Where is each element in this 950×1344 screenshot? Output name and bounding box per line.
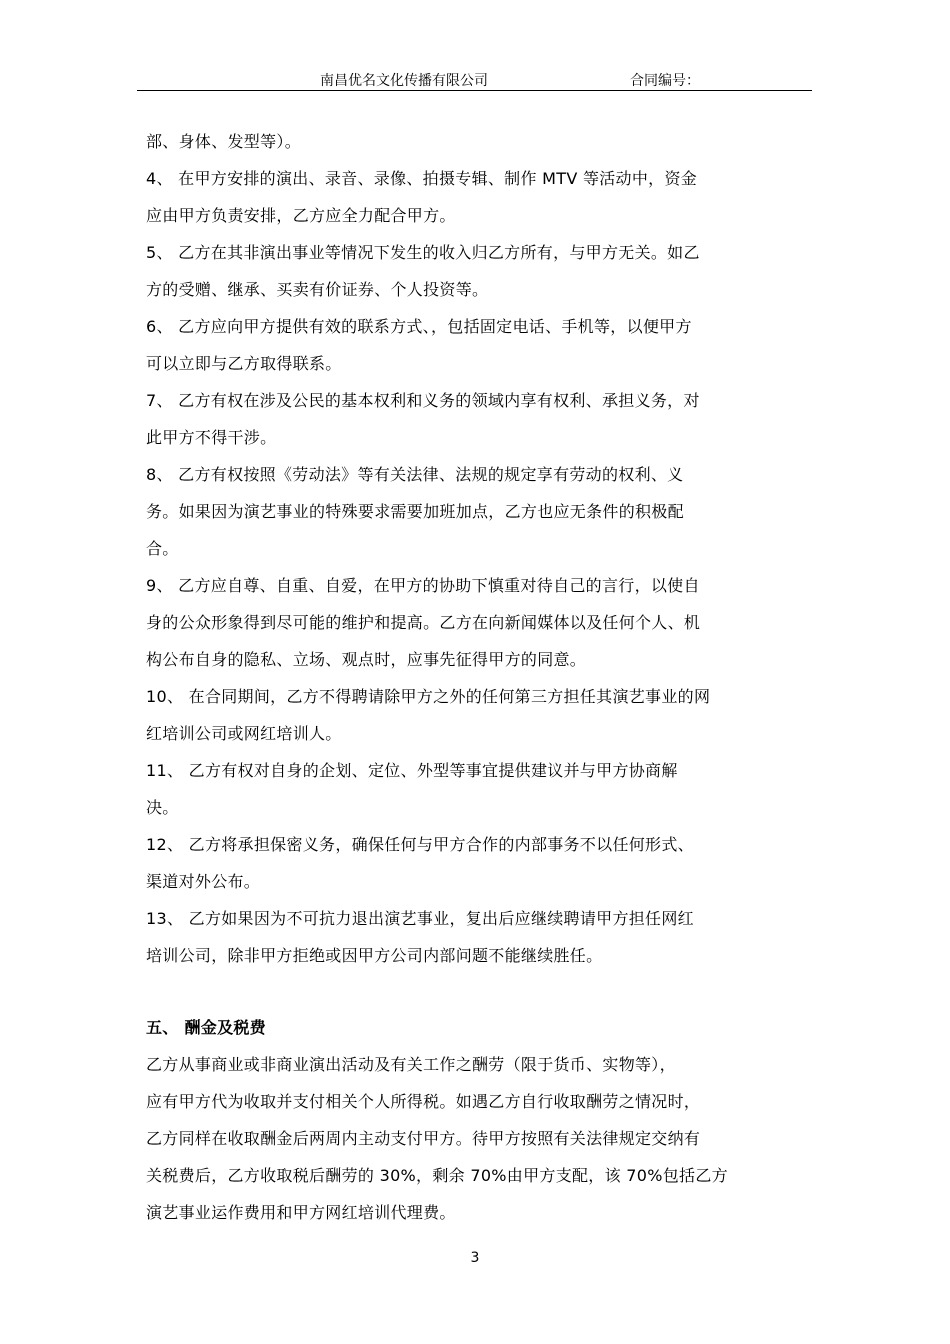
text-line: 务。如果因为演艺事业的特殊要求需要加班加点，乙方也应无条件的积极配 (146, 502, 684, 521)
text-line: 培训公司，除非甲方拒绝或因甲方公司内部问题不能继续胜任。 (146, 946, 603, 965)
section-text-line: 演艺事业运作费用和甲方网红培训代理费。 (146, 1203, 456, 1222)
section-text-line: 乙方从事商业或非商业演出活动及有关工作之酬劳（限于货币、实物等）， (146, 1055, 676, 1074)
text-line: 8、 乙方有权按照《劳动法》等有关法律、法规的规定享有劳动的权利、义 (146, 465, 684, 484)
text-line: 构公布自身的隐私、立场、观点时，应事先征得甲方的同意。 (146, 650, 587, 669)
text-line: 合。 (146, 539, 179, 558)
section-text-line: 关税费后，乙方收取税后酬劳的 30%，剩余 70%由甲方支配，该 70%包括乙方 (146, 1166, 728, 1185)
text-line: 10、 在合同期间，乙方不得聘请除甲方之外的任何第三方担任其演艺事业的网 (146, 687, 711, 706)
text-line: 4、 在甲方安排的演出、录音、录像、拍摄专辑、制作 MTV 等活动中，资金 (146, 169, 698, 188)
text-line: 部、身体、发型等）。 (146, 132, 302, 151)
header-company-name: 南昌优名文化传播有限公司 (320, 73, 488, 89)
page-number: 3 (470, 1250, 480, 1266)
text-line: 13、 乙方如果因为不可抗力退出演艺事业，复出后应继续聘请甲方担任网红 (146, 909, 694, 928)
text-line: 应由甲方负责安排，乙方应全力配合甲方。 (146, 206, 456, 225)
section-text-line: 应有甲方代为收取并支付相关个人所得税。如遇乙方自行收取酬劳之情况时， (146, 1092, 701, 1111)
text-line: 5、 乙方在其非演出事业等情况下发生的收入归乙方所有，与甲方无关。如乙 (146, 243, 700, 262)
text-line: 渠道对外公布。 (146, 872, 261, 891)
section-heading: 五、 酬金及税费 (146, 1018, 266, 1037)
text-line: 7、 乙方有权在涉及公民的基本权利和义务的领域内享有权利、承担义务，对 (146, 391, 700, 410)
text-line: 红培训公司或网红培训人。 (146, 724, 342, 743)
text-line: 11、 乙方有权对自身的企划、定位、外型等事宜提供建议并与甲方协商解 (146, 761, 678, 780)
text-line: 6、 乙方应向甲方提供有效的联系方式、，包括固定电话、手机等，以便甲方 (146, 317, 692, 336)
text-line: 决。 (146, 798, 179, 817)
header-contract-number: 合同编号： (630, 73, 700, 89)
page-header (137, 70, 812, 91)
text-line: 9、 乙方应自尊、自重、自爱，在甲方的协助下慎重对待自己的言行，以使自 (146, 576, 700, 595)
text-line: 此甲方不得干涉。 (146, 428, 277, 447)
text-line: 可以立即与乙方取得联系。 (146, 354, 342, 373)
document-body (146, 123, 808, 1231)
text-line: 方的受赠、继承、买卖有价证券、个人投资等。 (146, 280, 489, 299)
text-line: 身的公众形象得到尽可能的维护和提高。乙方在向新闻媒体以及任何个人、机 (146, 613, 701, 632)
text-line: 12、 乙方将承担保密义务，确保任何与甲方合作的内部事务不以任何形式、 (146, 835, 694, 854)
section-text-line: 乙方同样在收取酬金后两周内主动支付甲方。待甲方按照有关法律规定交纳有 (146, 1129, 701, 1148)
